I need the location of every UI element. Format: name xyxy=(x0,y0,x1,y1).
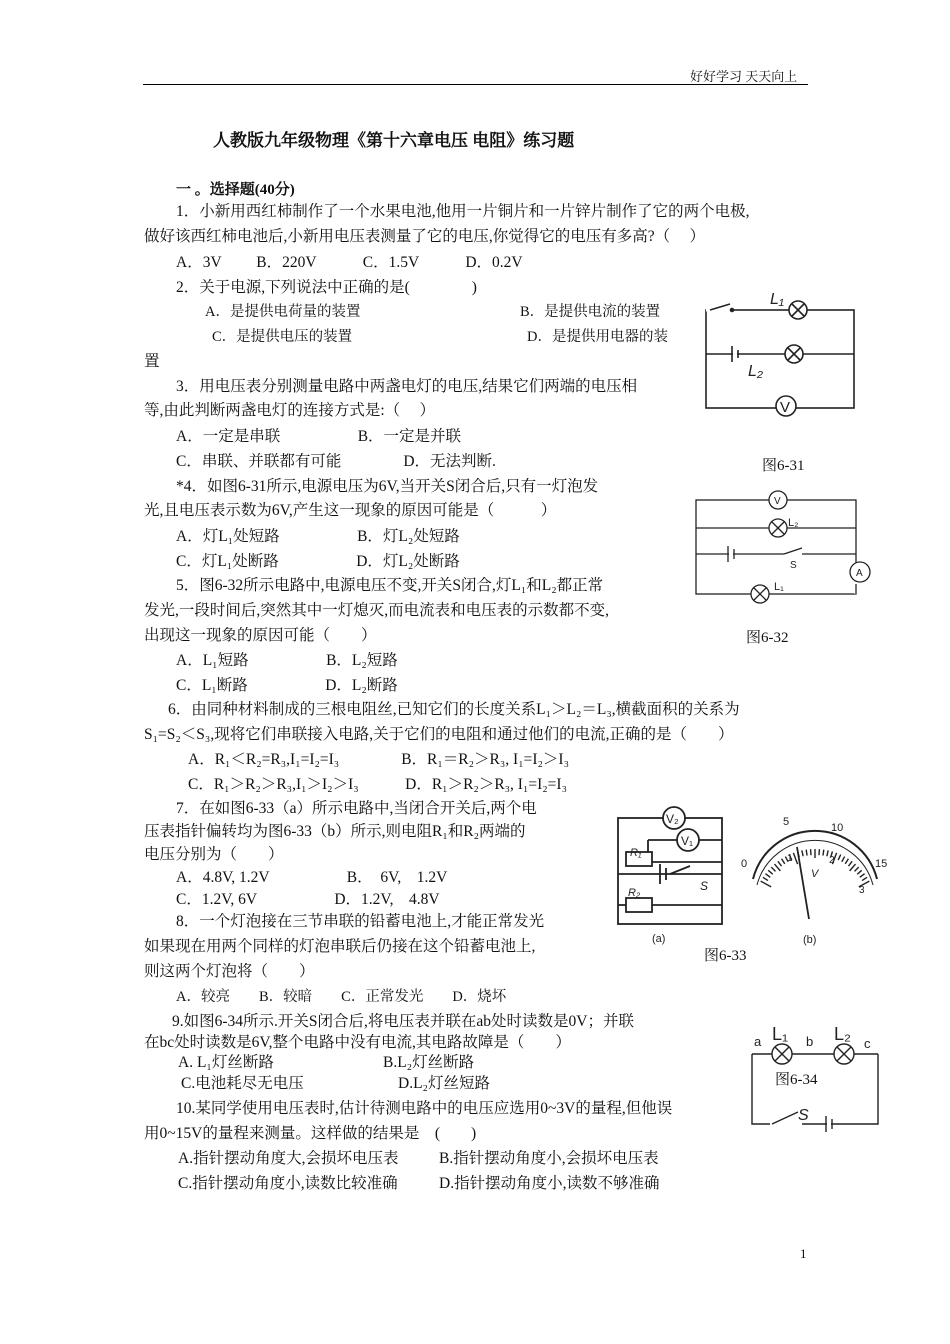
q1-options: A．3V B．220V C．1.5V D．0.2V xyxy=(176,254,523,271)
fig33a-label-a: (a) xyxy=(652,933,666,945)
q3-options-cd: C．串联、并联都有可能 D．无法判断. xyxy=(176,453,496,470)
q6-line1: 6．由同种材料制成的三根电阻丝,已知它们的长度关系L₁＞L₂＝L₃,横截面积的关系为 xyxy=(168,701,740,718)
fig33-caption: 图6-33 xyxy=(704,948,747,964)
q9-option-d: D.L₂灯丝短路 xyxy=(398,1075,490,1092)
meter-tick xyxy=(793,853,797,864)
meter-tick xyxy=(806,850,807,856)
meter-tick xyxy=(857,870,862,874)
q9-line1: 9.如图6-34所示.开关S闭合后,将电压表并联在ab处时读数是0V；并联 xyxy=(172,1013,634,1030)
q8-line2: 如果现在用两个同样的灯泡串联后仍接在这个铅蓄电池上, xyxy=(144,938,536,955)
q6-line2: S₁=S₂＜S₃,现将它们串联接入电路,关于它们的电阻和通过他们的电流,正确的是（ ） xyxy=(144,726,734,743)
fig33a-label-v2: V₂ xyxy=(666,812,679,826)
q7-options-cd: C．1.2V, 6V D．1.2V, 4.8V xyxy=(176,891,440,908)
fig33b-label-3: 3 xyxy=(859,885,865,896)
fig31-label-v: V xyxy=(780,399,791,416)
meter-tick xyxy=(778,861,782,866)
fig33b-label-5: 5 xyxy=(783,816,790,828)
meter-tick xyxy=(823,850,824,856)
meter-tick xyxy=(771,867,775,871)
q6-options-cd: C．R₁＞R₂＞R₃,I₁＞I₂＞I₃ D．R₁＞R₂＞R₃, I₁=I₂=I₃ xyxy=(188,776,567,793)
fig32-caption: 图6-32 xyxy=(746,630,789,646)
q7-line2: 压表指针偏转均为图6-33（b）所示,则电阻R₁和R₂两端的 xyxy=(144,823,526,840)
fig34-label-c: c xyxy=(864,1036,871,1051)
figure-6-33a xyxy=(608,800,734,946)
q2-option-c: C．是提供电压的装置 xyxy=(212,329,353,345)
page-title: 人教版九年级物理《第十六章电压 电阻》练习题 xyxy=(213,131,575,150)
fig33b-label-15: 15 xyxy=(875,858,888,870)
fig32-label-a: A xyxy=(856,568,863,579)
q7-line1: 7．在如图6-33（a）所示电路中,当闭合开关后,两个电 xyxy=(176,800,537,817)
meter-tick xyxy=(765,874,770,878)
fig34-label-b: b xyxy=(806,1034,814,1049)
fig34-label-l1: L₁ xyxy=(772,1024,789,1044)
header-rule xyxy=(143,84,808,85)
q3-line1: 3．用电压表分别测量电路中两盏电灯的电压,结果它们两端的电压相 xyxy=(176,378,638,395)
header-text: 好好学习 天天向上 xyxy=(690,69,798,84)
q2-option-d-wrap: 置 xyxy=(144,353,160,370)
meter-tick xyxy=(763,877,768,880)
q10-option-c: C.指针摆动角度小,读数比较准确 xyxy=(178,1175,398,1192)
fig33b-label-10: 10 xyxy=(831,822,844,834)
figure-6-33b xyxy=(735,815,895,947)
q9-option-c: C.电池耗尽无电压 xyxy=(181,1075,304,1092)
fig32-label-s: S xyxy=(790,560,797,571)
fig33b-label-v: V xyxy=(811,868,819,880)
fig33a-label-r1: R₁ xyxy=(630,847,642,859)
q3-line2: 等,由此判断两盏电灯的连接方式是:（ ） xyxy=(144,402,436,419)
q7-line3: 电压分别为（ ） xyxy=(144,846,284,863)
q6-options-ab: A．R₁＜R₂=R₃,I₁=I₂=I₃ B．R₁＝R₂＞R₃, I₁=I₂＞I₃ xyxy=(188,751,569,768)
fig33a-label-s: S xyxy=(700,879,709,893)
fig32-label-l2: L₂ xyxy=(788,517,799,529)
q10-line2: 用0~15V的量程来测量。这样做的结果是 ( ) xyxy=(144,1125,477,1142)
q9-line2: 在bc处时读数是6V,整个电路中没有电流,其电路故障是（ ） xyxy=(144,1034,571,1051)
fig31-label-l2: L₂ xyxy=(748,363,763,380)
q10-option-b: B.指针摆动角度小,会损坏电压表 xyxy=(439,1150,659,1167)
q10-option-d: D.指针摆动角度小,读数不够准确 xyxy=(439,1175,660,1192)
meter-tick xyxy=(860,874,865,878)
q9-option-a: A. L₁灯丝断路 xyxy=(178,1054,274,1071)
q7-options-ab: A．4.8V, 1.2V B． 6V, 1.2V xyxy=(176,869,448,886)
q1-line2: 做好该西红柿电池后,小新用电压表测量了它的电压,你觉得它的电压有多高?（ ） xyxy=(144,228,706,245)
fig31-caption: 图6-31 xyxy=(762,458,805,474)
q8-line3: 则这两个灯泡将（ ） xyxy=(144,963,315,980)
q2-option-d: D．是提供用电器的装 xyxy=(527,329,668,345)
fig33b-needle xyxy=(797,847,809,919)
q5-options-ab: A．L₁短路 B．L₂短路 xyxy=(176,652,398,669)
meter-tick xyxy=(862,877,867,880)
meter-tick xyxy=(782,859,785,864)
fig34-caption: 图6-34 xyxy=(775,1068,818,1089)
q9-option-b: B.L₂灯丝断路 xyxy=(383,1054,475,1071)
fig31-label-l1: L₁ xyxy=(770,291,784,308)
fig33b-label-0: 0 xyxy=(741,858,748,870)
section-heading: 一 。选择题(40分) xyxy=(176,182,295,198)
meter-tick xyxy=(855,867,859,871)
q8-options: A．较亮 B．较暗 C．正常发光 D．烧坏 xyxy=(176,989,507,1005)
meter-tick xyxy=(845,859,848,864)
meter-tick xyxy=(774,864,780,871)
q2-option-a: A．是提供电荷量的装置 xyxy=(205,304,361,320)
fig33b-label-2: 2 xyxy=(829,855,835,866)
q3-options-ab: A．一定是串联 B．一定是并联 xyxy=(176,428,462,445)
q4-options-cd: C．灯L₁处断路 D．灯L₂处断路 xyxy=(176,553,460,570)
meter-tick xyxy=(838,855,840,860)
fig32-label-l1: L₁ xyxy=(774,581,784,593)
fig33b-label-b: (b) xyxy=(803,934,817,946)
meter-tick xyxy=(850,864,856,871)
meter-tick xyxy=(768,870,773,874)
figure-6-32 xyxy=(692,488,878,616)
fig34-label-s: S xyxy=(798,1107,809,1124)
fig33b-label-1: 1 xyxy=(787,853,793,864)
meter-tick xyxy=(842,857,845,862)
q5-line1: 5．图6-32所示电路中,电源电压不变,开关S闭合,灯L₁和L₂都正常 xyxy=(176,577,604,594)
meter-tick xyxy=(848,861,852,866)
q2-stem: 2．关于电源,下列说法中正确的是( ) xyxy=(176,279,477,296)
q4-options-ab: A．灯L₁处短路 B．灯L₂处短路 xyxy=(176,528,460,545)
meter-tick xyxy=(802,850,803,856)
page-number: 1 xyxy=(800,1246,807,1261)
q5-line2: 发光,一段时间后,突然其中一灯熄灭,而电流表和电压表的示数都不变, xyxy=(144,602,610,619)
fig33a-label-v1: V₁ xyxy=(681,834,694,848)
q5-options-cd: C．L₁断路 D．L₂断路 xyxy=(176,677,398,694)
q1-line1: 1．小新用西红柿制作了一个水果电池,他用一片铜片和一片锌片制作了它的两个电极, xyxy=(176,203,750,220)
q4-line1: *4．如图6-31所示,电源电压为6V,当开关S闭合后,只有一灯泡发 xyxy=(176,478,599,495)
q10-option-a: A.指针摆动角度大,会损坏电压表 xyxy=(178,1150,399,1167)
fig34-label-a: a xyxy=(754,1034,762,1049)
q8-line1: 8．一个灯泡接在三节串联的铅蓄电池上,才能正常发光 xyxy=(176,913,545,930)
fig34-label-l2: L₂ xyxy=(834,1024,851,1044)
fig32-label-v: V xyxy=(774,496,781,507)
meter-tick xyxy=(761,881,772,887)
q4-line2: 光,且电压表示数为6V,产生这一现象的原因可能是（ ） xyxy=(144,502,557,519)
q5-line3: 出现这一现象的原因可能（ ） xyxy=(144,627,377,644)
meter-tick xyxy=(827,850,828,856)
q10-line1: 10.某同学使用电压表时,估计待测电路中的电压应选用0~3V的量程,但他误 xyxy=(176,1100,673,1117)
figure-6-31 xyxy=(700,282,860,424)
fig33a-label-r2: R₂ xyxy=(628,887,641,899)
q2-option-b: B．是提供电流的装置 xyxy=(520,304,661,320)
